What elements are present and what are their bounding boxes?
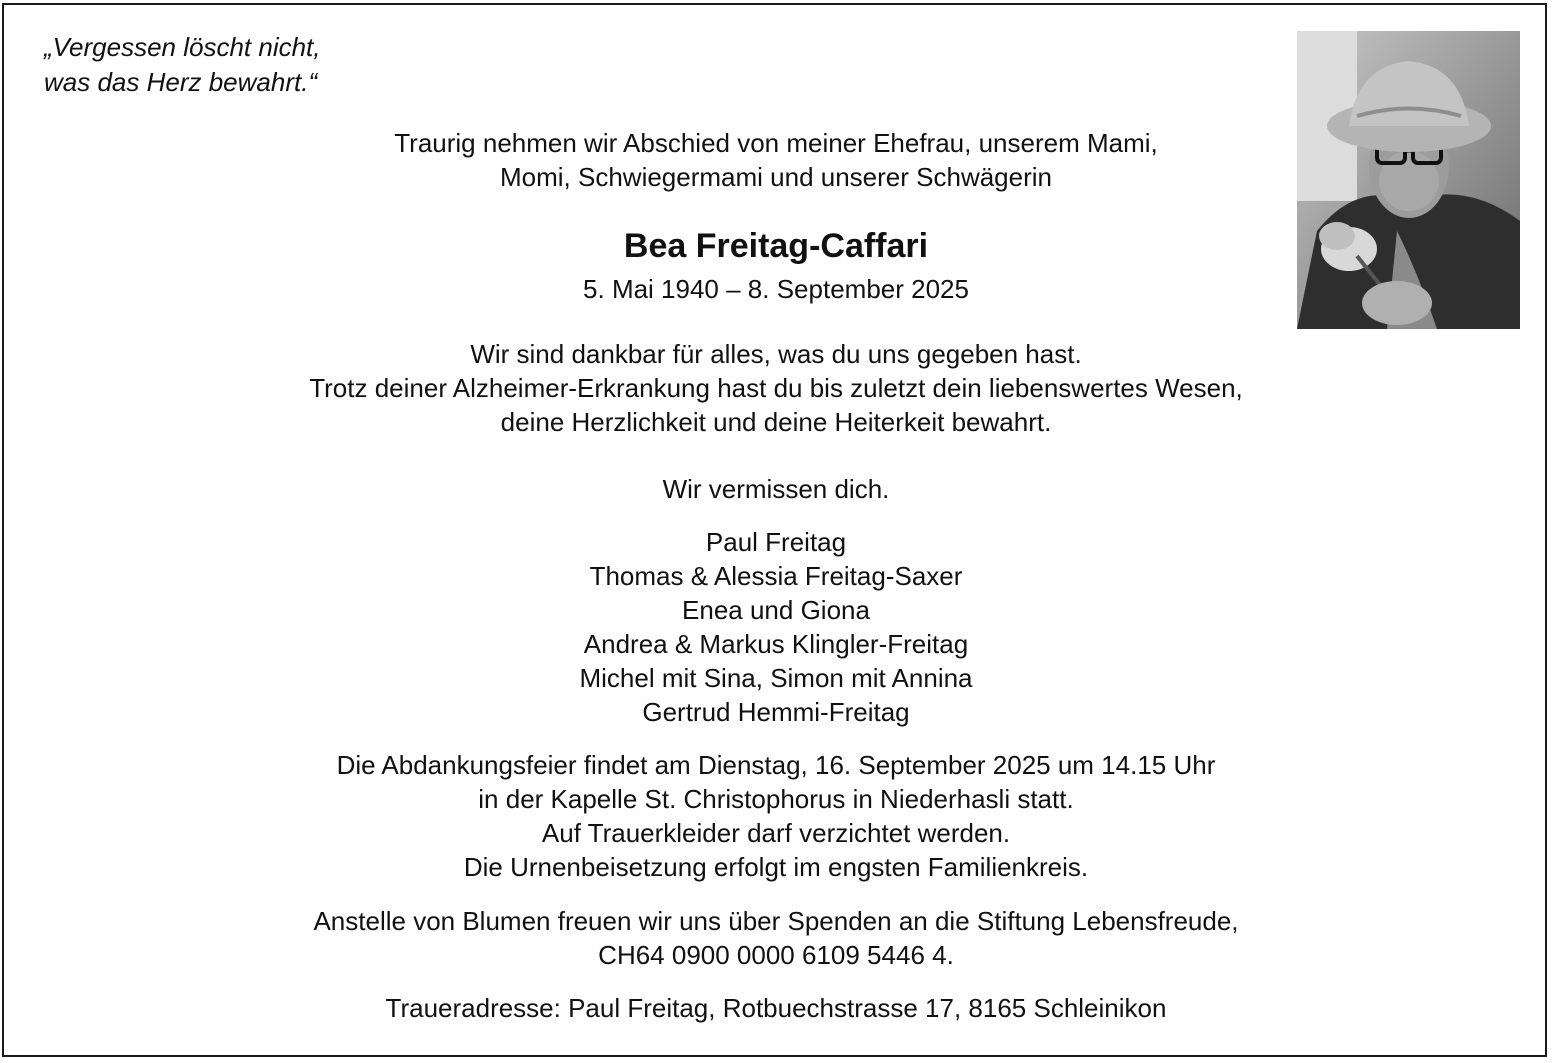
memorial-quote <box>44 30 321 100</box>
ceremony-line-4: Die Urnenbeisetzung erfolgt im engsten Familienkreis. <box>463 852 1089 882</box>
ceremony-line-3: Auf Trauerkleider darf verzichtet werden. <box>541 818 1011 848</box>
family-member: Enea und Giona <box>682 595 870 625</box>
family-member: Paul Freitag <box>705 527 847 557</box>
life-dates: 5. Mai 1940 – 8. September 2025 <box>583 274 969 304</box>
family-member: Michel mit Sina, Simon mit Annina <box>579 663 973 693</box>
family-list <box>0 525 1552 729</box>
intro-text <box>0 126 1552 194</box>
gratitude-line-1: Wir sind dankbar für alles, was du uns gegeben hast. <box>470 339 1082 369</box>
family-member: Andrea & Markus Klingler-Freitag <box>583 629 969 659</box>
deceased-name: Bea Freitag-Caffari <box>623 227 929 265</box>
mourning-address: Traueradresse: Paul Freitag, Rotbuechstrasse 17, 8165 Schleinikon <box>385 993 1167 1023</box>
gratitude-line-2: Trotz deiner Alzheimer-Erkrankung hast du bis zuletzt dein liebenswertes Wesen, <box>309 373 1243 403</box>
donation-line-1: Anstelle von Blumen freuen wir uns über Spenden an die Stiftung Lebensfreude, <box>313 906 1239 936</box>
intro-line-2: Momi, Schwiegermami und unserer Schwägerin <box>499 162 1052 192</box>
donation-info <box>0 904 1552 972</box>
family-member: Thomas & Alessia Freitag-Saxer <box>589 561 963 591</box>
ceremony-line-2: in der Kapelle St. Christophorus in Niederhasli statt. <box>478 784 1074 814</box>
ceremony-line-1: Die Abdankungsfeier findet am Dienstag, 16. September 2025 um 14.15 Uhr <box>336 750 1216 780</box>
miss-text: Wir vermissen dich. <box>662 474 890 504</box>
gratitude-text <box>0 337 1552 439</box>
ceremony-info <box>0 748 1552 884</box>
intro-line-1: Traurig nehmen wir Abschied von meiner Ehefrau, unserem Mami, <box>394 128 1158 158</box>
gratitude-line-3: deine Herzlichkeit und deine Heiterkeit bewahrt. <box>500 407 1052 437</box>
donation-iban: CH64 0900 0000 6109 5446 4. <box>598 940 954 970</box>
quote-line-1: „Vergessen löscht nicht, <box>44 32 321 62</box>
quote-line-2: was das Herz bewahrt.“ <box>44 67 318 97</box>
family-member: Gertrud Hemmi-Freitag <box>642 697 910 727</box>
